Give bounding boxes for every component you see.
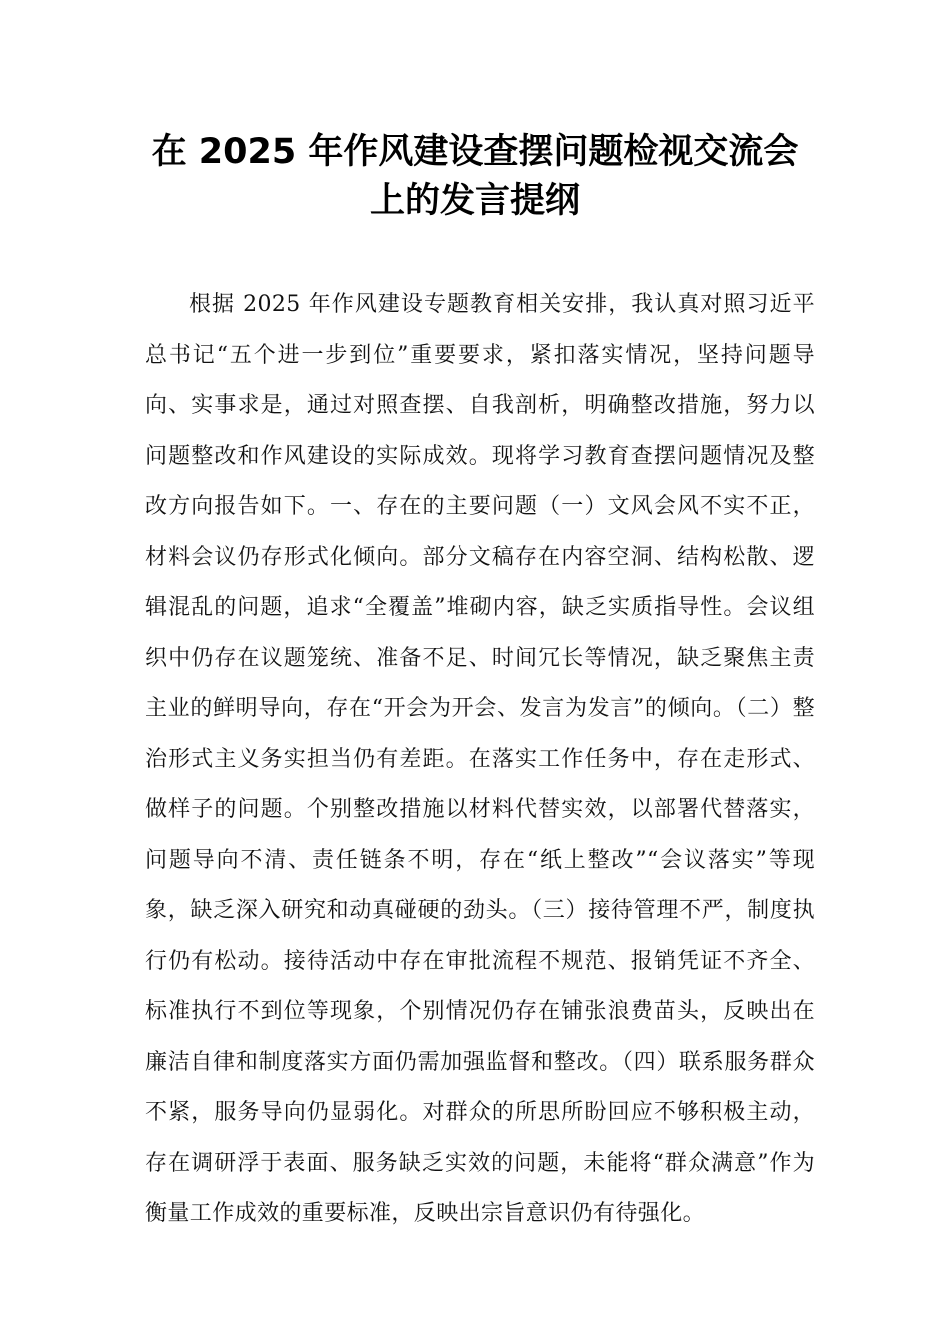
document-title: 在 2025 年作风建设查摆问题检视交流会上的发言提纲	[151, 132, 799, 221]
document-body-paragraph: 根据 2025 年作风建设专题教育相关安排，我认真对照习近平总书记“五个进一步到位”重要要求，紧扣落实情况，坚持问题导向、实事求是，通过对照查摆、自我剖析，明确整改措施，努力以问题整改和作风建设的实际成效。现将学习教育查摆问题情况及整改方向报告如下。一、存在的主要问题（一）文风会风不实不正，材料会议仍存形式化倾向。部分文稿存在内容空洞、结构松散、逻辑混乱的问题，追求“全覆盖”堆砌内容，缺乏实质指导性。会议组织中仍存在议题笼统、准备不足、时间冗长等情况，缺乏聚焦主责主业的鲜明导向，存在“开会为开会、发言为发言”的倾向。（二）整治形式主义务实担当仍有差距。在落实工作任务中，存在走形式、做样子的问题。个别整改措施以材料代替实效，以部署代替落实，问题导向不清、责任链条不明，存在“纸上整改”“会议落实”等现象，缺乏深入研究和动真碰硬的劲头。（三）接待管理不严，制度执行仍有松动。接待活动中存在审批流程不规范、报销凭证不齐全、标准执行不到位等现象，个别情况仍存在铺张浪费苗头，反映出在廉洁自律和制度落实方面仍需加强监督和整改。（四）联系服务群众不紧，服务导向仍显弱化。对群众的所思所盼回应不够积极主动，存在调研浮于表面、服务缺乏实效的问题，未能将“群众满意”作为衡量工作成效的重要标准，反映出宗旨意识仍有待强化。	[145, 292, 815, 1226]
